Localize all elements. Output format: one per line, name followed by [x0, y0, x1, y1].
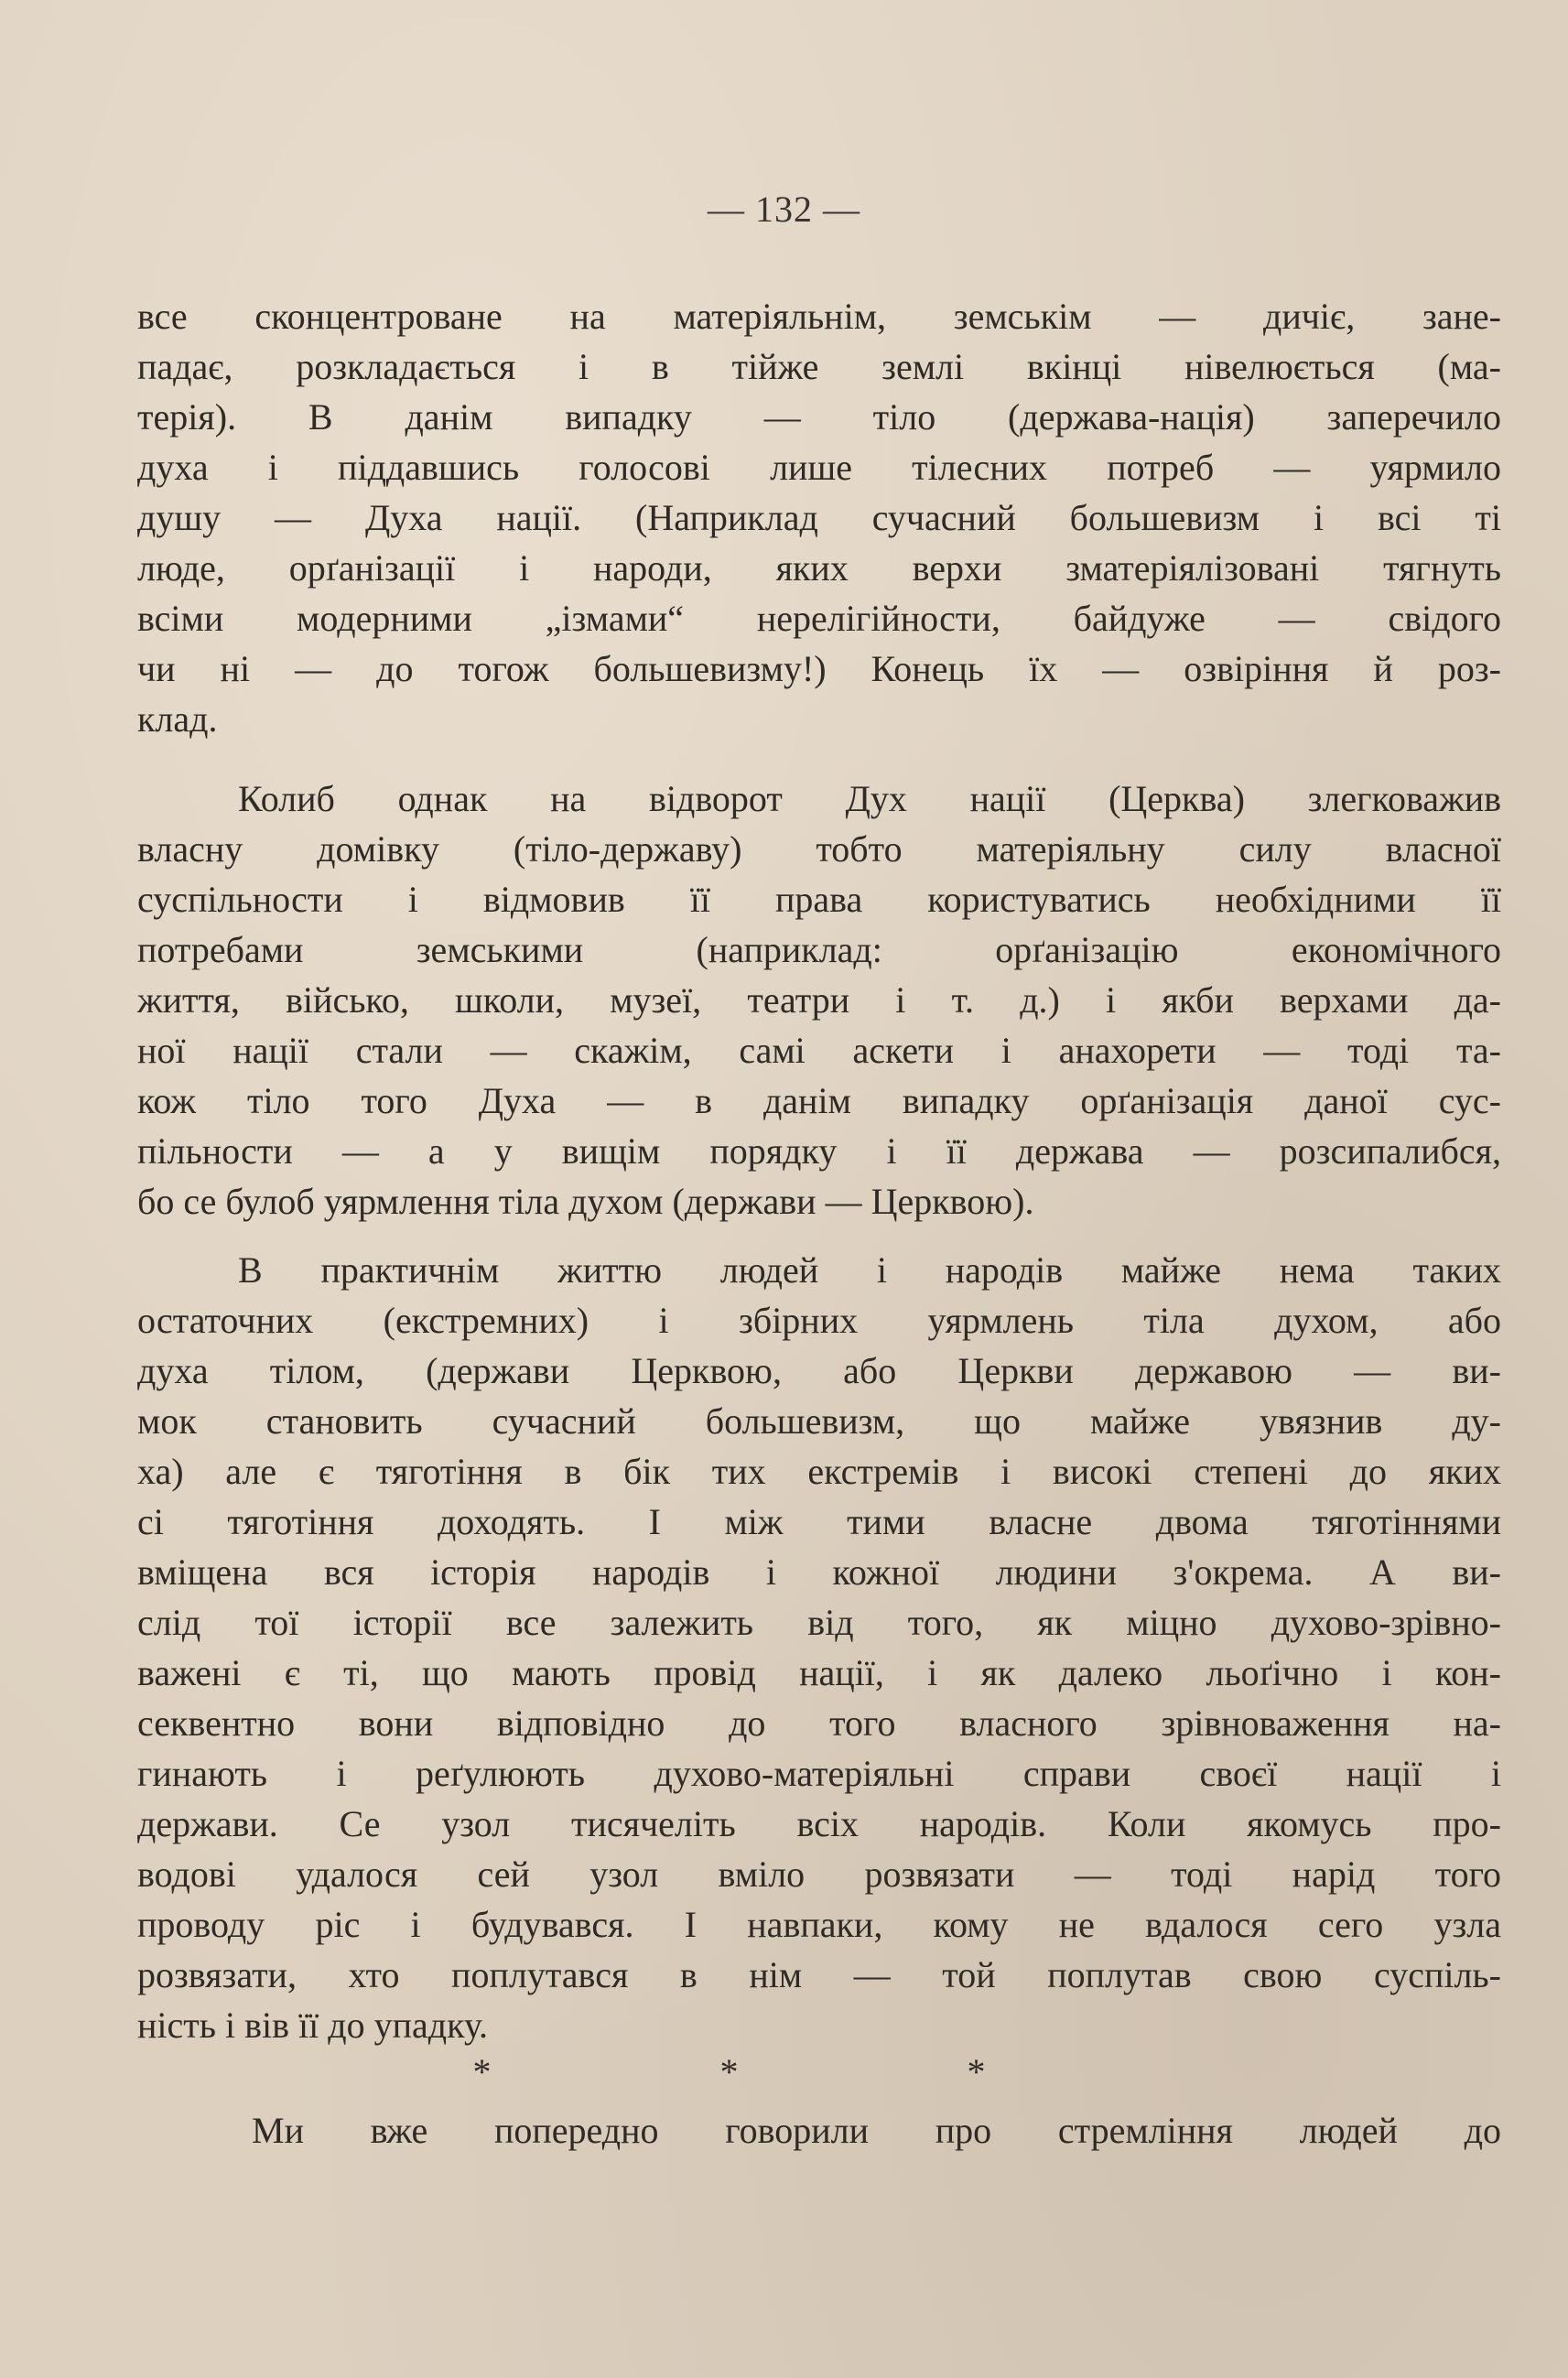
text-line: життя, військо, школи, музеї, театри і т. д.) і якби верхами да-	[137, 979, 1501, 1021]
text-line: Ми вже попередно говорили про стремління людей до	[252, 2110, 1501, 2151]
text-line: всіми модерними „ізмами“ нерелігійности, байдуже — свідого	[137, 598, 1501, 639]
text-line: клад.	[137, 698, 218, 740]
text-line: бо се булоб уярмлення тіла духом (держави — Церквою).	[137, 1181, 1034, 1222]
text-line: водові удалося сей узол вміло розвязати — тоді нарід того	[137, 1854, 1501, 1895]
text-line: остаточних (екстремних) і збірних уярмлень тіла духом, або	[137, 1300, 1501, 1341]
text-line: слід тої історії все залежить від того, як міцно духово-зрівно-	[137, 1602, 1501, 1643]
text-line: секвентно вони відповідно до того власного зрівноваження на-	[137, 1702, 1501, 1744]
text-line: пільности — а у вищім порядку і її держава — розсипалибся,	[137, 1130, 1501, 1172]
text-line: Колиб однак на відворот Дух нації (Церква) злегковажив	[238, 778, 1501, 819]
text-line: терія). В данім випадку — тіло (держава-нація) заперечило	[137, 396, 1501, 438]
text-line: сі тяготіння доходять. І між тими власне двома тяготіннями	[137, 1501, 1501, 1542]
section-separator: * * *	[472, 2051, 1096, 2092]
text-line: мок становить сучасний большевизм, що майже увязнив ду-	[137, 1400, 1501, 1442]
text-line: розвязати, хто поплутався в нім — той поплутав свою суспіль-	[137, 1954, 1501, 1995]
text-line: духа і піддавшись голосові лише тілесних потреб — уярмило	[137, 447, 1501, 488]
text-line: душу — Духа нації. (Наприклад сучасний большевизм і всі ті	[137, 497, 1501, 538]
text-line: гинають і реґулюють духово-матеріяльні справи своєї нації і	[137, 1753, 1501, 1794]
paragraph-1	[137, 291, 1501, 744]
text-line: ної нації стали — скажім, самі аскети і анахорети — тоді та-	[137, 1030, 1501, 1071]
page-number: — 132 —	[708, 189, 860, 230]
paragraph-4	[137, 2105, 1501, 2156]
text-line: падає, розкладається і в тійже землі вкінці нівелюється (ма-	[137, 346, 1501, 387]
paragraph-2	[137, 773, 1501, 1227]
text-line: В практичнім життю людей і народів майже нема таких	[238, 1249, 1501, 1291]
text-line: держави. Се узол тисячеліть всіх народів. Коли якомусь про-	[137, 1803, 1501, 1844]
paragraph-3	[137, 1245, 1501, 2050]
text-line: суспільности і відмовив її права користуватись необхідними її	[137, 879, 1501, 920]
text-line: власну домівку (тіло-державу) тобто матеріяльну силу власної	[137, 828, 1501, 870]
text-line: важені є ті, що мають провід нації, і як далеко льоґічно і кон-	[137, 1652, 1501, 1693]
text-line: все сконцентроване на матеріяльнім, земськім — дичіє, зане-	[137, 296, 1501, 337]
text-line: люде, орґанізації і народи, яких верхи зматеріялізовані тягнуть	[137, 547, 1501, 589]
text-line: чи ні — до тогож большевизму!) Конець їх — озвіріння й роз-	[137, 648, 1501, 689]
text-line: кож тіло того Духа — в данім випадку орґанізація даної сус-	[137, 1080, 1501, 1121]
text-line: ха) але є тяготіння в бік тих екстремів і високі степені до яких	[137, 1451, 1501, 1492]
text-line: потребами земськими (наприклад: орґанізацію економічного	[137, 929, 1501, 970]
text-line: ність і вів її до упадку.	[137, 2005, 488, 2046]
text-line: духа тілом, (держави Церквою, або Церкви державою — ви-	[137, 1350, 1501, 1391]
text-line: проводу ріс і будувався. І навпаки, кому не вдалося сего узла	[137, 1904, 1501, 1945]
text-line: вміщена вся історія народів і кожної людини з'окрема. А ви-	[137, 1551, 1501, 1593]
